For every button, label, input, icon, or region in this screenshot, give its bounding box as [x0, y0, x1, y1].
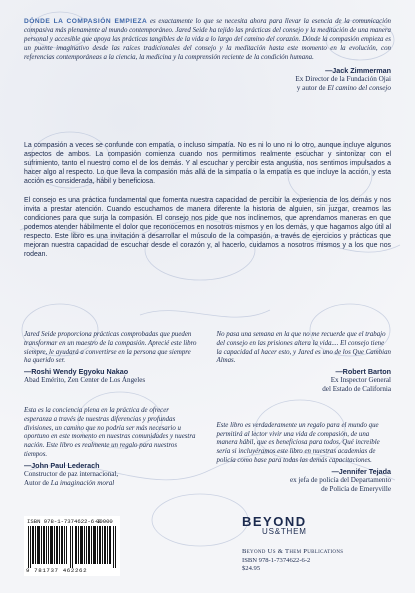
endorsement-lederach	[24, 407, 199, 487]
endorsement-role-line1: Ex Inspector General	[330, 376, 391, 385]
body-paragraph-1: La compasión a veces se confunde con empatía, o incluso simpatía. No es ni lo uno ni lo otro, aunque incluye algunos aspectos de ambos. La compasión comienza cuando nos permitimos realmente escuchar y sintonizar con el sufrimiento, tanto el nuestro como el de los demás. Y al escuchar y percibir esta angustia, nos sentimos impulsados a hacer algo al respecto. Lo que lleva la compasión más allá de la simpatía o la empatía es que incluye la acción, y esta acción es considerada, hábil y beneficiosa.	[24, 141, 391, 185]
endorsement-text: Este libro es verdaderamente un regalo para el mundo que permitirá al lector vivir una vida de compasión, de una manera hábil, que es beneficiosa para todos. Qué increíble sería si incluyéramos este libro en nuestras academias de policía como base para todas las demás capacitaciones.	[216, 421, 380, 464]
intro-author: —Jack Zimmerman	[325, 65, 391, 75]
barcode-isbn-text: ISBN 978-1-7374622-6-2	[27, 518, 101, 525]
barcode-price-code: 90000	[96, 518, 113, 525]
publisher-isbn: ISBN 978-1-7374622-6-2	[242, 556, 311, 564]
book-title-lead: DÓNDE LA COMPASIÓN EMPIEZA	[24, 18, 148, 25]
intro-role-line2	[24, 84, 391, 93]
barcode-digits: 9 781737 462262	[26, 567, 88, 574]
endorsements	[24, 331, 391, 507]
endorsements-right-column	[217, 331, 392, 507]
endorsement-role-line2: del Estado de California	[322, 384, 391, 393]
logo-main-text: BEYOND	[242, 514, 307, 529]
body-paragraph-2: El consejo es una práctica fundamental que fomenta nuestra capacidad de percibir la experiencia de los demás y nos invita a prestar atención. Cuando escuchamos de manera diferente la historia de alguien, sin juzgar, creamos las condiciones para que surja la compasión. El consejo nos pide que nos inclinemos, que aprendamos maneras en que podemos atender hábilmente el dolor que reconocemos en nosotros mismos y en los demás, y que hagamos algo útil al respecto. Este libro es una invitación a desarrollar el músculo de la compasión, a través de ejercicios y prácticas que mejoran nuestra capacidad de escuchar desde el corazón y, al hacerlo, cuidamos a nosotros mismos y a los que nos rodean.	[24, 197, 391, 258]
intro-role-prefix: y autor de	[296, 84, 328, 93]
endorsement-barton	[217, 331, 392, 394]
publisher-name: Beyond Us & Them Publications	[242, 548, 344, 555]
role-book: La imaginación moral	[50, 478, 115, 487]
endorsement-name: —Roshi Wendy Egyoku Nakao	[24, 367, 129, 377]
intro-role-book: El camino del consejo	[327, 84, 391, 93]
endorsement-name: —John Paul Lederach	[24, 460, 100, 470]
endorsement-role-line1: Constructor de paz internacional,	[24, 469, 119, 478]
endorsement-nakao	[24, 331, 199, 385]
endorsement-text: No pasa una semana en la que no me recuerde que el trabajo del consejo en las prisiones altera la vida.... El consejo tiene la capacidad al hacer esto, y Jared es uno de los Que Cambian Almas.	[216, 331, 391, 365]
endorsement-role-line2: de Policía de Emeryville	[321, 484, 391, 493]
endorsement-text: Esta es la conciencia plena en la práctica de ofrecer esperanza a través de nuestras diferencias y profundas divisiones, un camino que no podría ser más necesario u oportuno en este momento en nuestras comunidades y nuestra nación. Este libro es realmente un regalo para nuestros tiempos.	[24, 406, 196, 458]
endorsement-role-line2	[24, 479, 199, 488]
book-price: $24.95	[242, 565, 261, 573]
endorsement-name: —Robert Barton	[335, 367, 391, 377]
intro-attribution	[24, 67, 391, 93]
endorsement-role: Abad Emérito, Zen Center de Los Ángeles	[24, 376, 146, 385]
intro-role-line1: Ex Director de la Fundación Ojai	[295, 75, 391, 84]
publisher-logo	[242, 514, 372, 536]
intro-text: es exactamente lo que se necesita ahora para llevar la esencia de la comunicación compasiva más plenamente al mundo contemporáneo. Jared Seide ha tejido las prácticas del consejo y la meditación de una manera personal y accesible que apoya las prácticas tangibles de la vida a lo largo del camino del corazón. Dónde la compasión empieza es un puente imaginativo desde las raíces tradicionales del consejo y la meditación hasta este momento en la evolución, con referencias contemporáneas a la ciencia, la medicina y la comprensión reciente de la condición humana.	[24, 18, 391, 61]
barcode-bars	[28, 526, 116, 568]
role-prefix: Autor de	[24, 478, 51, 487]
endorsement-name: —Jennifer Tejada	[331, 466, 391, 476]
endorsement-role-line1: ex jefa de policía del Departamento	[289, 475, 391, 484]
logo-sub-text: US&THEM	[262, 527, 307, 536]
intro-paragraph	[24, 18, 391, 63]
publisher-info	[242, 548, 343, 574]
endorsements-left-column	[24, 331, 199, 507]
isbn-barcode	[24, 516, 120, 576]
endorsement-text: Jared Seide proporciona prácticas comprobadas que pueden transformar en un maestro de la compasión. Aprecié este libro siempre, le ayudará a convertirse en la persona que siempre ha querido ser.	[24, 331, 197, 365]
endorsement-tejada	[217, 422, 392, 494]
